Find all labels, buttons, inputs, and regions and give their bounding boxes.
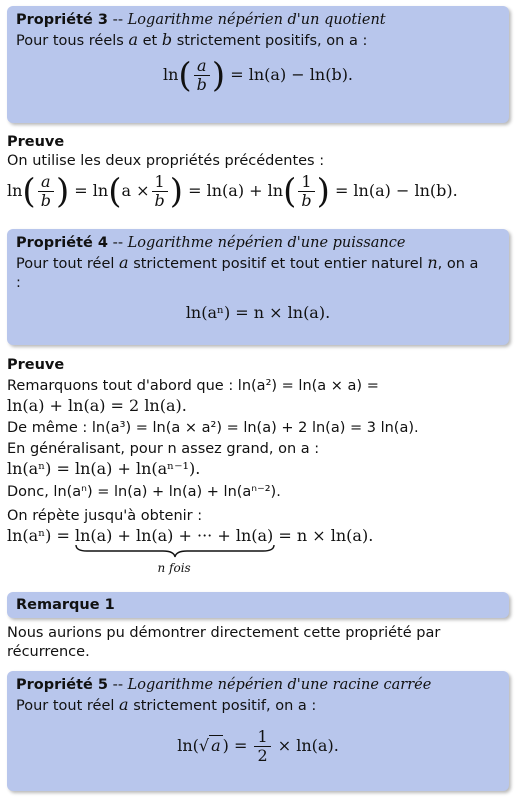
var-a: a: [119, 695, 129, 714]
property-5-box: [7, 671, 509, 791]
underbrace-group: [74, 526, 274, 575]
eq-mid1: = ln: [74, 181, 109, 200]
proof-2-line-3: De même : ln(a³) = ln(a × a²) = ln(a) + 2 ln(a) = 3 ln(a).: [7, 420, 419, 436]
var-a: a: [119, 253, 129, 272]
statement-et: et: [142, 33, 158, 49]
var-b: b: [161, 30, 173, 49]
l8-rhs: = n × ln(a).: [278, 526, 374, 545]
frac-den: b: [40, 191, 51, 210]
statement-text3: , on a: [437, 256, 479, 272]
property-4-statement: Pour tout réel a strictement positif et tout entier naturel n, on a: [16, 253, 479, 272]
proof-2-title: Preuve: [7, 357, 65, 373]
statement-text: Pour tous réels: [16, 33, 124, 49]
formula-end: × ln(a).: [277, 736, 339, 755]
proof-2-line-8: [7, 526, 509, 575]
equals: =: [233, 736, 248, 755]
ln-close: ): [222, 736, 229, 755]
eq-ax: a ×: [121, 181, 150, 200]
proof-2-line-5: ln(aⁿ) = ln(a) + ln(aⁿ⁻¹).: [7, 459, 201, 478]
frac-den: 2: [257, 746, 268, 765]
proof-2-line-4: En généralisant, pour n assez grand, on a :: [7, 441, 320, 457]
statement-colon: :: [16, 275, 21, 291]
remark-1-title: Remarque 1: [16, 597, 115, 613]
formula-rhs: = ln(a) − ln(b).: [230, 65, 354, 84]
sqrt-content: a: [211, 736, 221, 755]
proof-1: [7, 133, 509, 210]
property-5-title: Propriété 5: [16, 677, 108, 693]
underbrace-icon: [75, 544, 275, 558]
proof-2-line-2: ln(a) + ln(a) = 2 ln(a).: [7, 396, 187, 415]
proof-1-text: On utilise les deux propriétés précédentes :: [7, 153, 325, 169]
proof-1-title: Preuve: [7, 134, 65, 150]
frac-num: a: [194, 57, 210, 76]
property-5-statement: [16, 695, 500, 716]
ln: ln: [162, 65, 179, 84]
property-3-dash: --: [107, 12, 128, 28]
property-3-statement: [16, 30, 500, 51]
statement-text2: strictement positif et tout entier naturel: [133, 256, 423, 272]
proof-2-line-7: On répète jusqu'à obtenir :: [7, 508, 203, 524]
proof-2-line-1: Remarquons tout d'abord que : ln(a²) = ln(a × a) =: [7, 378, 379, 394]
statement-text2: strictement positif, on a :: [133, 698, 317, 714]
statement-text: Pour tout réel: [16, 256, 115, 272]
property-3-title: Propriété 3: [16, 12, 108, 28]
property-4-subtitle: Logarithme népérien d'une puissance: [127, 235, 406, 251]
remark-1-body: [7, 624, 509, 662]
frac-den: b: [301, 191, 312, 210]
property-4-formula: ln(aⁿ) = n × ln(a).: [185, 303, 331, 322]
ln-open: ln(: [177, 736, 199, 755]
eq-end: = ln(a) − ln(b).: [334, 181, 458, 200]
proof-1-equation: ln( $\frac{a}{b}$ ) = ln(a × $\frac{1}{b}$ ) = ln(a) + ln( $\frac{1}{b}$ ) = ln(a) − ln(b).: [7, 171, 458, 212]
frac-den: b: [154, 191, 165, 210]
remark-1-box: [7, 592, 509, 618]
property-5-formula: ln(√ a ) = $\frac{1}{2}$ × ln(a).: [177, 727, 339, 765]
property-3-formula: ln( $\frac{a}{b}$ ) = ln(a) − ln(b).: [162, 55, 354, 96]
var-a: a: [128, 30, 138, 49]
property-4-title: Propriété 4: [16, 235, 108, 251]
frac-num: 1: [254, 728, 270, 747]
property-4-dash: --: [107, 235, 128, 251]
property-5-dash: --: [107, 677, 128, 693]
underbrace-content: ln(a) + ln(a) + ··· + ln(a): [74, 526, 274, 545]
frac-num: a: [38, 173, 54, 192]
property-4-box: [7, 229, 509, 345]
statement-text: Pour tout réel: [16, 698, 115, 714]
statement-text2: strictement positifs, on a :: [176, 33, 368, 49]
l8-lhs: ln(aⁿ) =: [7, 526, 70, 545]
eq-mid2: = ln(a) + ln: [188, 181, 284, 200]
n-fois-label: n fois: [157, 561, 191, 575]
proof-2: [7, 356, 509, 575]
frac-den: b: [196, 75, 207, 94]
property-5-subtitle: Logarithme népérien d'une racine carrée: [127, 677, 432, 693]
proof-2-line-6: Donc, ln(aⁿ) = ln(a) + ln(a) + ln(aⁿ⁻²).: [7, 484, 281, 500]
property-3-subtitle: Logarithme népérien d'un quotient: [127, 12, 386, 28]
remark-1-text: Nous aurions pu démontrer directement cette propriété par récurrence.: [7, 625, 441, 660]
ln: ln: [7, 181, 23, 200]
property-3-box: [7, 6, 509, 123]
